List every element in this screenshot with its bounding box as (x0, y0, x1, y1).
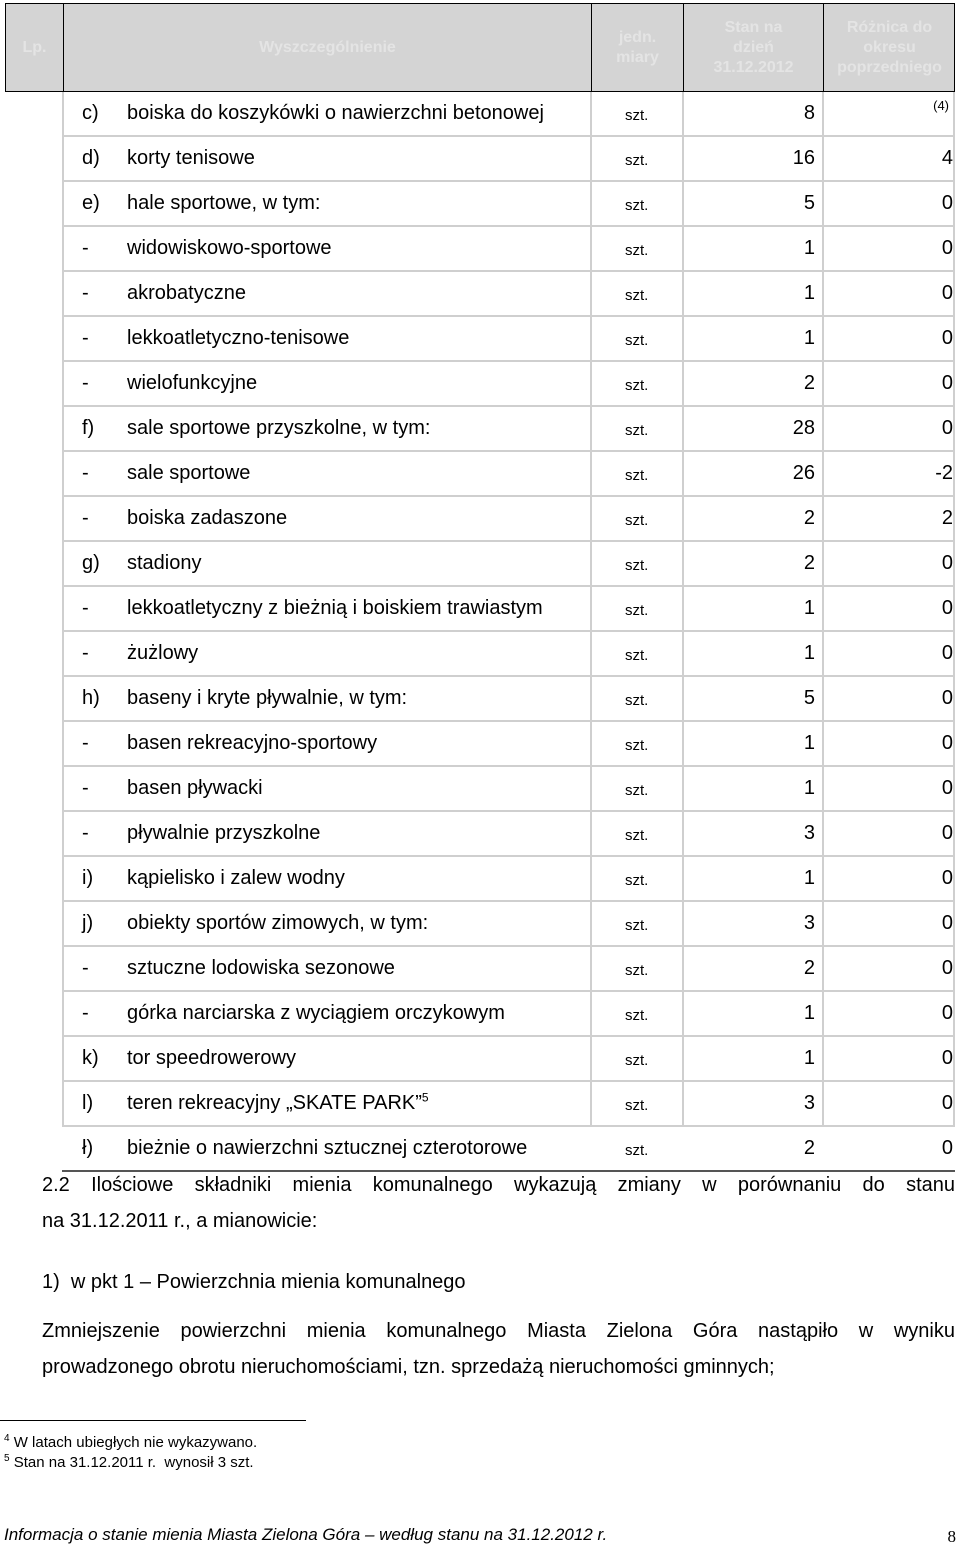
header-lp: Lp. (6, 4, 64, 91)
header-diff (824, 4, 955, 91)
row-label-text: stadiony (127, 552, 202, 574)
row-label (127, 1091, 429, 1115)
row-unit: szt. (625, 377, 649, 394)
row-label (127, 506, 287, 530)
row-unit: szt. (625, 332, 649, 349)
row-label-text: lekkoatletyczno-tenisowe (127, 327, 350, 349)
page-footer: Informacja o stanie mienia Miasta Zielona Góra – według stanu na 31.12.2012 r. (4, 1525, 608, 1544)
table-row (62, 902, 955, 947)
row-stan: 1 (803, 732, 815, 754)
row-label-text: basen pływacki (127, 777, 263, 799)
row-mark: - (82, 642, 89, 664)
row-label-text: boiska zadaszone (127, 507, 288, 529)
table-row (62, 272, 955, 317)
row-stan: 3 (803, 912, 815, 934)
row-mark: - (82, 237, 89, 259)
table-row (62, 587, 955, 632)
row-diff: 0 (941, 1137, 953, 1159)
row-diff: 0 (941, 1002, 953, 1024)
table-row (62, 407, 955, 452)
row-diff: 0 (941, 912, 953, 934)
table-row (62, 992, 955, 1037)
row-label-text: bieżnie o nawierzchni sztucznej czterotorowe (127, 1137, 528, 1159)
row-unit: szt. (625, 872, 649, 889)
row-mark: e) (82, 192, 100, 214)
row-stan: 2 (803, 1137, 815, 1159)
page-number: 8 (947, 1527, 956, 1546)
row-label (127, 596, 543, 620)
row-mark: - (82, 507, 89, 529)
data-table (62, 92, 955, 1172)
row-unit: szt. (625, 287, 649, 304)
row-label (127, 326, 349, 350)
footnote-4 (4, 1433, 257, 1453)
table-row (62, 677, 955, 722)
row-stan: 2 (803, 507, 815, 529)
row-unit: szt. (625, 962, 649, 979)
row-unit: szt. (625, 647, 649, 664)
row-diff: 0 (941, 687, 953, 709)
row-label-text: kąpielisko i zalew wodny (127, 867, 345, 889)
row-mark: - (82, 597, 89, 619)
row-unit: szt. (625, 1052, 649, 1069)
row-stan: 1 (803, 777, 815, 799)
row-label (127, 551, 202, 575)
row-mark: i) (82, 867, 94, 889)
row-label-text: sale sportowe (127, 462, 251, 484)
row-label (127, 821, 320, 845)
row-label-text: widowiskowo-sportowe (127, 237, 332, 259)
table-row (62, 1037, 955, 1082)
row-stan: 1 (803, 867, 815, 889)
row-stan: 1 (803, 282, 815, 304)
row-label (127, 731, 377, 755)
row-unit: szt. (625, 197, 649, 214)
row-diff: 0 (941, 237, 953, 259)
row-diff: -2 (935, 462, 953, 484)
row-unit: szt. (625, 557, 649, 574)
row-unit: szt. (625, 242, 649, 259)
row-mark: - (82, 732, 89, 754)
row-unit: szt. (625, 827, 649, 844)
table-row (62, 1127, 955, 1172)
row-mark: f) (82, 417, 95, 439)
table-row (62, 362, 955, 407)
table-header (5, 3, 955, 92)
table-row (62, 452, 955, 497)
row-label (127, 191, 320, 215)
footnote-5 (4, 1453, 254, 1473)
row-unit: szt. (625, 692, 649, 709)
row-mark: - (82, 822, 89, 844)
row-stan: 1 (803, 642, 815, 664)
row-label (127, 1046, 296, 1070)
row-stan: 3 (803, 1092, 815, 1114)
row-stan: 1 (803, 1002, 815, 1024)
table-row (62, 767, 955, 812)
row-stan: 1 (803, 1047, 815, 1069)
row-diff: 0 (941, 327, 953, 349)
row-stan: 2 (803, 372, 815, 394)
row-label-text: akrobatyczne (127, 282, 246, 304)
row-stan: 16 (792, 147, 815, 169)
row-label-text: żużlowy (127, 642, 199, 664)
row-stan: 5 (803, 192, 815, 214)
row-label (127, 101, 544, 125)
section-line-1: 2.2 Ilościowe składniki mienia komunalnego wykazują zmiany w porównaniu do stanu (42, 1174, 955, 1196)
row-mark: h) (82, 687, 100, 709)
row-stan: 3 (803, 822, 815, 844)
footnote-rule (0, 1420, 306, 1421)
row-label-text: baseny i kryte pływalnie, w tym: (127, 687, 408, 709)
row-mark: - (82, 777, 89, 799)
row-label-text: boiska do koszykówki o nawierzchni betonowej (127, 102, 544, 124)
row-diff: 4 (941, 147, 953, 169)
row-unit: szt. (625, 512, 649, 529)
row-label (127, 776, 263, 800)
row-label (127, 461, 250, 485)
section-body-2: prowadzonego obrotu nieruchomościami, tzn. sprzedażą nieruchomości gminnych; (42, 1356, 775, 1378)
table-row (62, 317, 955, 362)
row-label (127, 1136, 527, 1160)
row-unit: szt. (625, 602, 649, 619)
row-mark: g) (82, 552, 100, 574)
row-stan: 5 (803, 687, 815, 709)
row-label (127, 911, 428, 935)
row-diff: 2 (941, 507, 953, 529)
row-mark: k) (82, 1047, 99, 1069)
row-unit: szt. (625, 107, 649, 124)
row-stan: 1 (803, 327, 815, 349)
row-mark: - (82, 372, 89, 394)
row-label-text: pływalnie przyszkolne (127, 822, 321, 844)
header-stan (684, 4, 824, 91)
row-label-text: obiekty sportów zimowych, w tym: (127, 912, 429, 934)
row-unit: szt. (625, 152, 649, 169)
row-diff: 0 (941, 867, 953, 889)
row-mark: ł) (82, 1137, 94, 1159)
row-label (127, 866, 345, 890)
row-diff: 0 (941, 192, 953, 214)
footnote-4-text: W latach ubiegłych nie wykazywano. (13, 1434, 258, 1451)
row-diff: (4) (933, 98, 949, 113)
table-row (62, 137, 955, 182)
header-stan-label: Stan na dzień 31.12.2012 (713, 18, 794, 76)
header-diff-label: Różnica do okresu poprzedniego (837, 18, 942, 76)
row-label (127, 371, 257, 395)
row-label (127, 416, 430, 440)
row-stan: 26 (792, 462, 815, 484)
row-label (127, 956, 395, 980)
row-mark: c) (82, 102, 99, 124)
section-body-1: Zmniejszenie powierzchni mienia komunalnego Miasta Zielona Góra nastąpiło w wyniku (42, 1320, 955, 1342)
row-unit: szt. (625, 422, 649, 439)
table-row (62, 722, 955, 767)
row-label-text: korty tenisowe (127, 147, 255, 169)
row-mark: l) (82, 1092, 94, 1114)
table-row (62, 857, 955, 902)
row-label (127, 686, 407, 710)
row-unit: szt. (625, 1007, 649, 1024)
row-label-text: wielofunkcyjne (127, 372, 258, 394)
footnote-5-num: 5 (4, 1453, 10, 1464)
footnote-4-num: 4 (4, 1433, 10, 1444)
row-label (127, 236, 332, 260)
row-label-text: sale sportowe przyszkolne, w tym: (127, 417, 431, 439)
header-unit (592, 4, 684, 91)
row-diff: 0 (941, 552, 953, 574)
row-diff: 0 (941, 282, 953, 304)
row-label-text: lekkoatletyczny z bieżnią i boiskiem trawiastym (127, 597, 543, 619)
row-label (127, 641, 198, 665)
row-mark: - (82, 1002, 89, 1024)
row-diff: 0 (941, 732, 953, 754)
row-stan: 2 (803, 957, 815, 979)
row-diff: 0 (941, 1047, 953, 1069)
row-stan: 1 (803, 597, 815, 619)
header-name: Wyszczególnienie (64, 4, 592, 91)
row-mark: - (82, 282, 89, 304)
row-label (127, 281, 246, 305)
header-unit-label: jedn. miary (616, 28, 659, 66)
footnote-5-text: Stan na 31.12.2011 r. wynosił 3 szt. (13, 1454, 254, 1471)
row-unit: szt. (625, 917, 649, 934)
row-unit: szt. (625, 1142, 649, 1159)
row-diff: 0 (941, 642, 953, 664)
row-stan: 1 (803, 237, 815, 259)
row-stan: 8 (803, 102, 815, 124)
row-diff: 0 (941, 372, 953, 394)
section-line-2: na 31.12.2011 r., a mianowicie: (42, 1210, 318, 1232)
row-mark: - (82, 957, 89, 979)
row-stan: 2 (803, 552, 815, 574)
row-stan: 28 (792, 417, 815, 439)
row-label-text: basen rekreacyjno-sportowy (127, 732, 378, 754)
table-row (62, 947, 955, 992)
row-diff: 0 (941, 1092, 953, 1114)
table-row (62, 227, 955, 272)
row-unit: szt. (625, 737, 649, 754)
row-mark: - (82, 462, 89, 484)
row-unit: szt. (625, 782, 649, 799)
row-unit: szt. (625, 467, 649, 484)
table-row (62, 182, 955, 227)
row-mark: d) (82, 147, 100, 169)
row-diff: 0 (941, 957, 953, 979)
table-row (62, 1082, 955, 1127)
table-row (62, 632, 955, 677)
row-diff: 0 (941, 777, 953, 799)
row-label (127, 146, 255, 170)
row-label-text: teren rekreacyjny „SKATE PARK” (127, 1092, 422, 1114)
row-unit: szt. (625, 1097, 649, 1114)
row-footnote-ref: 5 (421, 1090, 429, 1105)
row-label (127, 1001, 505, 1025)
row-diff: 0 (941, 822, 953, 844)
table-row (62, 542, 955, 587)
section-item: 1) w pkt 1 – Powierzchnia mienia komunalnego (42, 1271, 466, 1293)
table-row (62, 812, 955, 857)
table-row (62, 92, 955, 137)
row-label-text: górka narciarska z wyciągiem orczykowym (127, 1002, 505, 1024)
row-label-text: sztuczne lodowiska sezonowe (127, 957, 395, 979)
row-mark: - (82, 327, 89, 349)
row-mark: j) (82, 912, 94, 934)
row-diff: 0 (941, 597, 953, 619)
row-label-text: tor speedrowerowy (127, 1047, 296, 1069)
row-diff: 0 (941, 417, 953, 439)
row-label-text: hale sportowe, w tym: (127, 192, 321, 214)
table-row (62, 497, 955, 542)
